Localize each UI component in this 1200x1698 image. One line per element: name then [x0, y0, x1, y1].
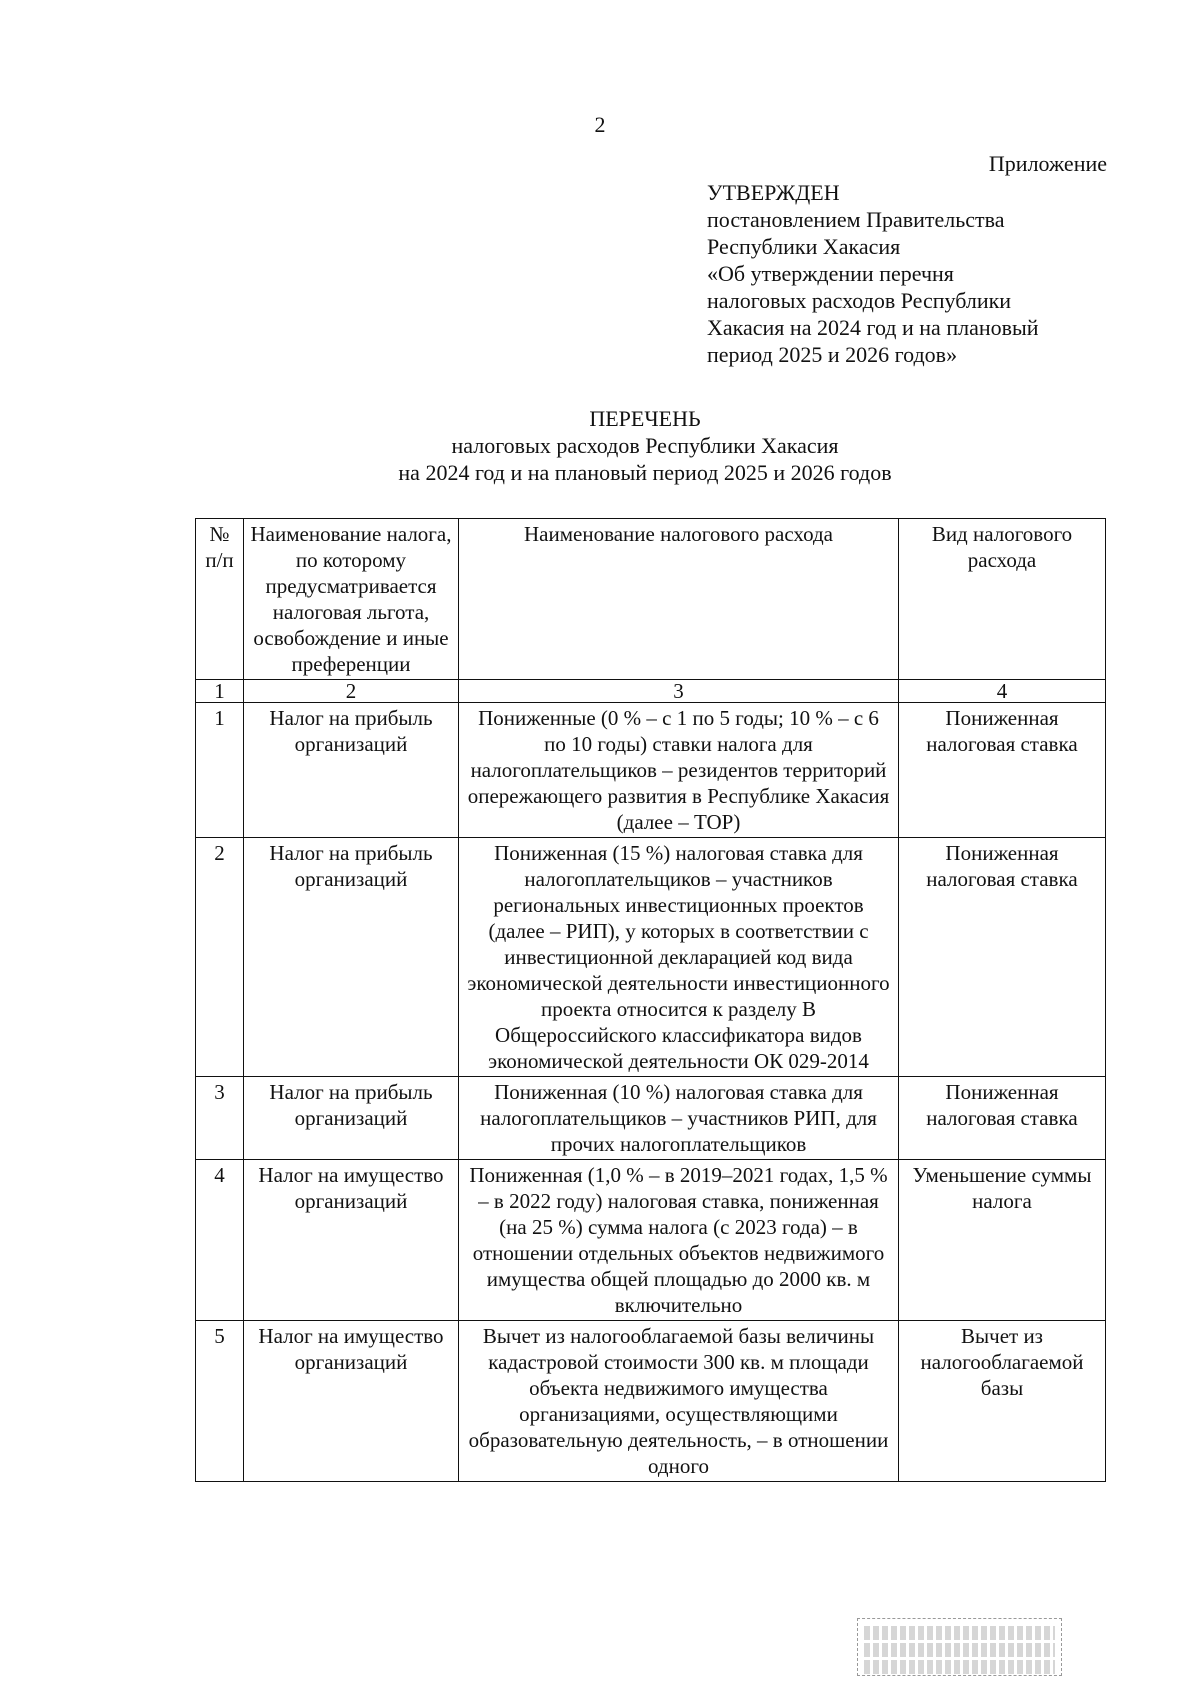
- header-expense-name: Наименование налогового расхода: [459, 519, 899, 680]
- row-number: 4: [196, 1160, 244, 1321]
- row-expense: Пониженная (15 %) налоговая ставка для налогоплательщиков – участников региональных инвестиционных проектов (далее – РИП), у которых в соответствии с инвестиционной декларацией код вида экономической деятельности инвестиционного проекта относится к разделу В Общероссийского классификатора видов экономической деятельности ОК 029-2014: [459, 838, 899, 1077]
- row-number: 1: [196, 703, 244, 838]
- header-row: [196, 519, 1106, 680]
- table-row: [196, 1160, 1106, 1321]
- row-type: Пониженная налоговая ставка: [899, 703, 1106, 838]
- header-expense-type: Вид налогового расхода: [899, 519, 1106, 680]
- column-number: 1: [196, 680, 244, 703]
- approval-line: «Об утверждении перечня: [707, 261, 954, 286]
- stamp-line: [864, 1643, 1055, 1657]
- approved-label: УТВЕРЖДЕН: [707, 180, 840, 205]
- approval-line: период 2025 и 2026 годов»: [707, 342, 958, 367]
- approval-line: постановлением Правительства: [707, 207, 1005, 232]
- column-number: 3: [459, 680, 899, 703]
- table-row: [196, 838, 1106, 1077]
- row-type: Пониженная налоговая ставка: [899, 838, 1106, 1077]
- title-main: ПЕРЕЧЕНЬ: [589, 406, 701, 431]
- row-number: 3: [196, 1077, 244, 1160]
- row-expense: Пониженные (0 % – с 1 по 5 годы; 10 % – с 6 по 10 годы) ставки налога для налогоплательщиков – резидентов территорий опережающего развития в Республике Хакасия (далее – ТОР): [459, 703, 899, 838]
- row-type: Пониженная налоговая ставка: [899, 1077, 1106, 1160]
- header-tax-name: Наименование налога, по которому предусматривается налоговая льгота, освобождение и иные преференции: [244, 519, 459, 680]
- row-number: 5: [196, 1321, 244, 1482]
- row-number: 2: [196, 838, 244, 1077]
- registration-stamp: [857, 1618, 1062, 1676]
- appendix-label: Приложение: [988, 151, 1107, 176]
- stamp-line: [864, 1626, 1055, 1640]
- row-tax: Налог на имущество организаций: [244, 1160, 459, 1321]
- tax-expenses-table: [195, 518, 1106, 1482]
- approval-line: налоговых расходов Республики: [707, 288, 1012, 313]
- row-type: Уменьшение суммы налога: [899, 1160, 1106, 1321]
- title-line: на 2024 год и на плановый период 2025 и 2026 годов: [398, 460, 892, 485]
- row-tax: Налог на имущество организаций: [244, 1321, 459, 1482]
- approval-block: [707, 150, 1107, 368]
- page-number: 2: [594, 112, 606, 137]
- table-row: [196, 1321, 1106, 1482]
- row-expense: Вычет из налогооблагаемой базы величины кадастровой стоимости 300 кв. м площади объекта недвижимого имущества организациями, осуществляющими образовательную деятельность, – в отношении одного: [459, 1321, 899, 1482]
- column-numbers-row: [196, 680, 1106, 703]
- title-line: налоговых расходов Республики Хакасия: [451, 433, 839, 458]
- row-type: Вычет из налогооблагаемой базы: [899, 1321, 1106, 1482]
- document-title: [0, 405, 1200, 486]
- row-tax: Налог на прибыль организаций: [244, 838, 459, 1077]
- approval-line: Хакасия на 2024 год и на плановый: [707, 315, 1039, 340]
- row-expense: Пониженная (10 %) налоговая ставка для налогоплательщиков – участников РИП, для прочих налогоплательщиков: [459, 1077, 899, 1160]
- header-number: № п/п: [196, 519, 244, 680]
- row-tax: Налог на прибыль организаций: [244, 1077, 459, 1160]
- approval-line: Республики Хакасия: [707, 234, 901, 259]
- row-tax: Налог на прибыль организаций: [244, 703, 459, 838]
- table-row: [196, 703, 1106, 838]
- column-number: 2: [244, 680, 459, 703]
- column-number: 4: [899, 680, 1106, 703]
- stamp-line: [864, 1660, 1055, 1674]
- table-row: [196, 1077, 1106, 1160]
- row-expense: Пониженная (1,0 % – в 2019–2021 годах, 1,5 % – в 2022 году) налоговая ставка, пониженная (на 25 %) сумма налога (с 2023 года) – в отношении отдельных объектов недвижимого имущества общей площадью до 2000 кв. м включительно: [459, 1160, 899, 1321]
